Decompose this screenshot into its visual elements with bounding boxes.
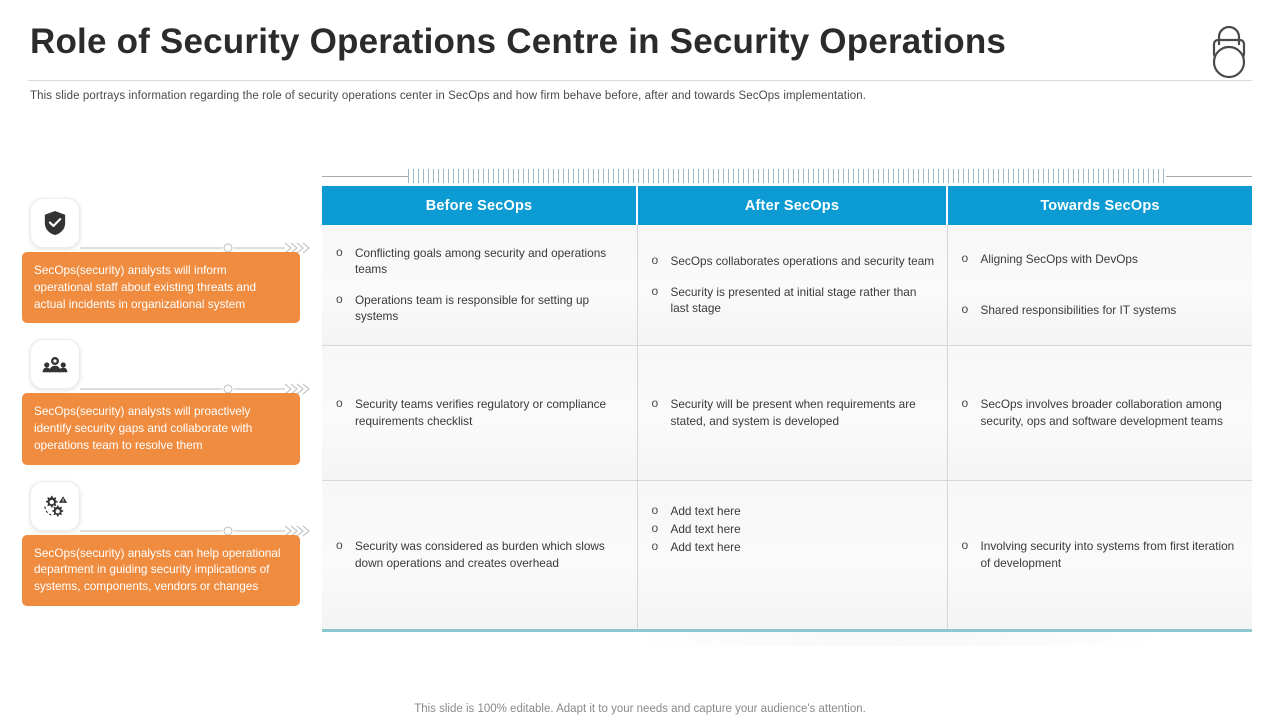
tick-divider-lead <box>322 176 408 177</box>
cell-towards-3 <box>947 480 1252 630</box>
list-item: o Conflicting goals among security and operations teams <box>336 245 627 278</box>
team-group-icon <box>30 339 80 389</box>
step-icon-row <box>22 198 312 248</box>
bullet-list <box>652 503 937 556</box>
gears-warning-icon <box>30 481 80 531</box>
step-card: SecOps(security) analysts can help operational department in guiding security implications of systems, components, vendors or changes <box>22 535 300 606</box>
shield-check-icon <box>30 198 80 248</box>
bullet-list <box>336 538 627 571</box>
padlock-icon <box>1200 18 1258 80</box>
footer-note: This slide is 100% editable. Adapt it to your needs and capture your audience's attention. <box>414 703 866 715</box>
cell-after-1 <box>637 225 947 345</box>
step-item <box>22 198 312 323</box>
list-item[interactable]: o Add text here <box>652 539 937 555</box>
step-card: SecOps(security) analysts will proactively identify security gaps and collaborate with operations team to resolve them <box>22 393 300 464</box>
secops-matrix <box>322 168 1252 632</box>
list-item: o Involving security into systems from first iteration of development <box>962 538 1243 571</box>
cell-before-2 <box>322 345 637 480</box>
cell-after-2 <box>637 345 947 480</box>
step-icon-row <box>22 339 312 389</box>
left-steps-column <box>22 198 312 622</box>
list-item: o Aligning SecOps with DevOps <box>962 251 1243 267</box>
header-divider <box>28 80 1252 81</box>
cell-before-3 <box>322 480 637 630</box>
table-row <box>322 480 1252 630</box>
list-item: o Operations team is responsible for setting up systems <box>336 292 627 325</box>
step-item <box>22 481 312 606</box>
page-title: Role of Security Operations Centre in Security Operations <box>30 22 1007 61</box>
list-item: o Security was considered as burden which slows down operations and creates overhead <box>336 538 627 571</box>
list-item: o Shared responsibilities for IT systems <box>962 302 1243 318</box>
bullet-list <box>962 538 1243 571</box>
tick-divider-tail <box>1166 176 1252 177</box>
cell-towards-2 <box>947 345 1252 480</box>
list-item: o Security teams verifies regulatory or compliance requirements checklist <box>336 396 627 429</box>
column-header-towards: Towards SecOps <box>947 186 1252 225</box>
bullet-list <box>652 396 937 429</box>
column-header-before: Before SecOps <box>322 186 637 225</box>
bullet-list <box>336 245 627 324</box>
list-item: o SecOps involves broader collaboration among security, ops and software development teams <box>962 396 1243 429</box>
bullet-list <box>336 396 627 429</box>
table-header-row <box>322 186 1252 225</box>
list-item: o Security is presented at initial stage rather than last stage <box>652 284 937 317</box>
bullet-list <box>962 251 1243 318</box>
comparison-table <box>322 186 1252 632</box>
step-icon-row <box>22 481 312 531</box>
cell-after-3 <box>637 480 947 630</box>
step-card: SecOps(security) analysts will inform operational staff about existing threats and actual incidents in organizational system <box>22 252 300 323</box>
step-item <box>22 339 312 464</box>
list-item[interactable]: o Add text here <box>652 521 937 537</box>
cell-before-1 <box>322 225 637 345</box>
page-subtitle: This slide portrays information regarding the role of security operations center in SecOps and how firm behave before, after and towards SecOps implementation. <box>30 90 867 102</box>
tick-divider-marks <box>408 169 1166 183</box>
list-item: o Security will be present when requirements are stated, and system is developed <box>652 396 937 429</box>
list-item[interactable]: o Add text here <box>652 503 937 519</box>
column-header-after: After SecOps <box>637 186 947 225</box>
tick-divider <box>322 168 1252 184</box>
cell-towards-1 <box>947 225 1252 345</box>
table-row <box>322 225 1252 345</box>
list-item: o SecOps collaborates operations and security team <box>652 253 937 269</box>
table-row <box>322 345 1252 480</box>
bullet-list <box>962 396 1243 429</box>
bullet-list <box>652 253 937 316</box>
